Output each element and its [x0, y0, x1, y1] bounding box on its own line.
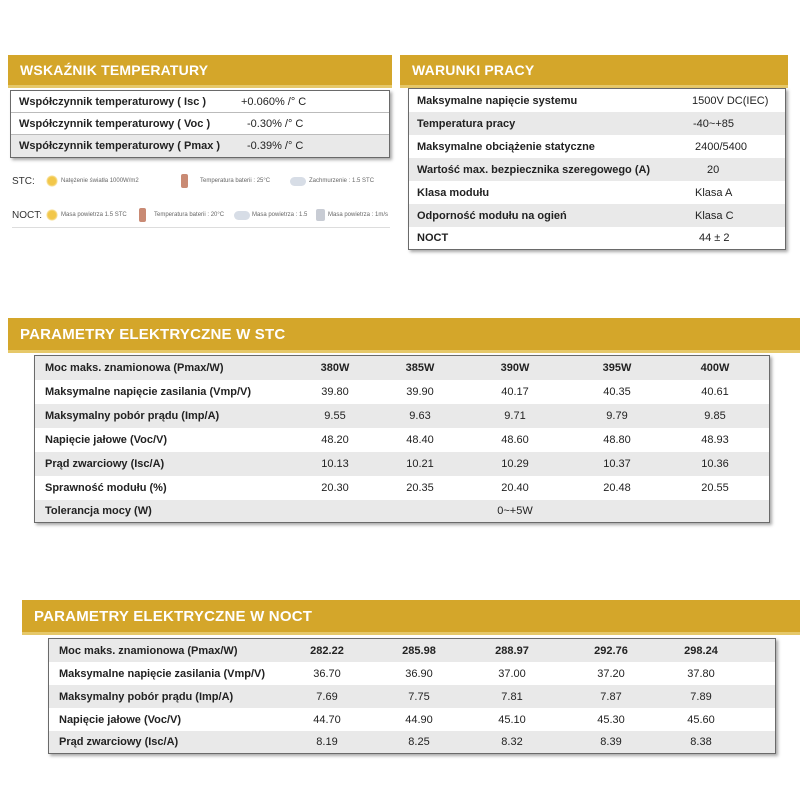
stc-cell: 48.20 — [321, 434, 349, 446]
sun-icon — [46, 209, 58, 221]
stc-row — [35, 476, 769, 500]
stc-cell: 20.35 — [406, 482, 434, 494]
stc-tolerance-row — [35, 500, 769, 522]
noct-cell: 37.80 — [687, 667, 715, 680]
wind-icon — [316, 209, 325, 221]
stc-legend — [12, 172, 392, 190]
stc-row-label: Maksymalny pobór prądu (Imp/A) — [45, 410, 220, 422]
stc-col-header: 390W — [500, 362, 530, 374]
noct-row-label: Maksymalne napięcie zasilania (Vmp/V) — [59, 667, 266, 680]
temperature-section-header — [8, 55, 392, 85]
noct-row — [49, 685, 775, 708]
work-row-label: Temperatura pracy — [417, 117, 516, 130]
noct-row — [49, 731, 775, 753]
work-row — [409, 204, 785, 227]
stc-cell: 10.13 — [321, 458, 349, 470]
noct-cell: 45.60 — [687, 713, 715, 726]
work-row — [409, 181, 785, 204]
work-table — [408, 88, 786, 250]
noct-row — [49, 662, 775, 685]
noct-header-row — [49, 639, 775, 662]
noct-cell: 8.39 — [600, 736, 622, 748]
work-section-header — [400, 55, 788, 85]
cloud-icon — [234, 211, 250, 220]
noct-cell: 8.25 — [408, 736, 430, 748]
work-row-label: Maksymalne napięcie systemu — [417, 94, 578, 107]
noct-cell: 44.90 — [405, 713, 433, 726]
noct-air-mass: Masa powietrza 1.5 STC — [61, 212, 127, 218]
work-row-label: Odporność modułu na ogień — [417, 209, 567, 222]
temperature-row-label: Współczynnik temperaturowy ( Voc ) — [19, 117, 211, 130]
noct-cell: 36.70 — [313, 667, 341, 680]
temperature-row — [11, 91, 389, 113]
stc-cell-temp: Temperatura baterii : 25°C — [200, 178, 271, 184]
stc-row-label: Prąd zwarciowy (Isc/A) — [45, 458, 165, 470]
temperature-row — [11, 135, 389, 157]
work-row-value: 2400/5400 — [695, 140, 747, 153]
work-row-label: Wartość max. bezpiecznika szeregowego (A) — [417, 163, 651, 176]
noct-cell-temp: Temperatura baterii : 20°C — [154, 212, 225, 218]
stc-table — [34, 355, 770, 523]
stc-header-label: Moc maks. znamionowa (Pmax/W) — [45, 362, 224, 374]
stc-irradiance: Natężenie światła 1000W/m2 — [61, 178, 139, 184]
stc-cell: 10.36 — [701, 458, 729, 470]
noct-section-title: PARAMETRY ELEKTRYCZNE W NOCT — [34, 607, 313, 625]
noct-cell: 37.00 — [498, 667, 526, 680]
stc-cell: 48.40 — [406, 434, 434, 446]
work-row-value: Klasa A — [695, 186, 733, 199]
noct-row-label: Napięcie jałowe (Voc/V) — [59, 713, 182, 726]
noct-legend-key: NOCT: — [12, 209, 42, 221]
stc-col-header: 385W — [405, 362, 435, 374]
stc-cell: 20.55 — [701, 482, 729, 494]
cloud-icon — [290, 177, 306, 186]
stc-row — [35, 452, 769, 476]
stc-cell: 10.21 — [406, 458, 434, 470]
work-row-value: 44 ± 2 — [699, 232, 730, 244]
stc-col-header: 400W — [700, 362, 730, 374]
stc-tolerance-value: 0~+5W — [497, 505, 533, 517]
temperature-row-value: -0.30% /° C — [247, 117, 304, 130]
noct-cell: 44.70 — [313, 713, 341, 726]
noct-cell: 8.32 — [501, 736, 523, 748]
noct-col-header: 292.76 — [594, 644, 628, 657]
temperature-row-value: +0.060% /° C — [241, 95, 307, 108]
temperature-section-title: WSKAŹNIK TEMPERATURY — [20, 62, 209, 78]
noct-cloud-mass: Masa powietrza : 1.5 — [252, 212, 308, 218]
work-row-label: Maksymalne obciążenie statyczne — [417, 140, 595, 153]
stc-cell: 48.93 — [701, 434, 729, 446]
stc-cell: 9.79 — [606, 410, 628, 422]
stc-cell: 40.35 — [603, 386, 631, 398]
noct-cell: 36.90 — [405, 667, 433, 680]
noct-col-header: 288.97 — [495, 644, 529, 657]
noct-row — [49, 708, 775, 731]
stc-cell: 40.61 — [701, 386, 729, 398]
temperature-row-value: -0.39% /° C — [247, 140, 304, 152]
stc-cell: 9.71 — [504, 410, 526, 422]
noct-legend — [12, 206, 397, 224]
noct-cell: 7.81 — [501, 690, 523, 703]
stc-cell: 40.17 — [501, 386, 529, 398]
noct-col-header: 285.98 — [402, 644, 436, 657]
stc-cell: 48.80 — [603, 434, 631, 446]
stc-cell: 39.80 — [321, 386, 349, 398]
stc-cell: 10.37 — [603, 458, 631, 470]
noct-col-header: 298.24 — [684, 644, 718, 657]
work-row-value: Klasa C — [695, 209, 734, 222]
temperature-row — [11, 113, 389, 135]
noct-cell: 7.87 — [600, 690, 622, 703]
temperature-header-strip — [8, 85, 392, 88]
stc-cell: 9.55 — [324, 410, 346, 422]
stc-section-title: PARAMETRY ELEKTRYCZNE W STC — [20, 325, 286, 343]
noct-cell: 7.89 — [690, 690, 712, 703]
noct-section-header — [22, 600, 800, 632]
work-row-value: 1500V DC(IEC) — [692, 94, 769, 107]
stc-cell: 10.29 — [501, 458, 529, 470]
stc-cloudiness: Zachmurzenie : 1.5 STC — [309, 178, 375, 184]
work-row-label: Klasa modułu — [417, 186, 490, 199]
stc-row-label: Maksymalne napięcie zasilania (Vmp/V) — [45, 386, 252, 398]
thermometer-icon — [181, 174, 188, 188]
stc-section-header — [8, 318, 800, 350]
stc-cell: 20.30 — [321, 482, 349, 494]
work-row — [409, 135, 785, 158]
sun-icon — [46, 175, 58, 187]
noct-cell: 8.19 — [316, 736, 338, 748]
work-section-title: WARUNKI PRACY — [412, 62, 535, 78]
stc-row — [35, 380, 769, 404]
noct-table — [48, 638, 776, 754]
noct-col-header: 282.22 — [310, 644, 344, 657]
noct-header-strip — [22, 632, 800, 635]
work-row — [409, 89, 785, 112]
temperature-row-label: Współczynnik temperaturowy ( Pmax ) — [19, 140, 221, 152]
noct-cell: 45.30 — [597, 713, 625, 726]
noct-header-label: Moc maks. znamionowa (Pmax/W) — [59, 644, 238, 657]
stc-cell: 39.90 — [406, 386, 434, 398]
thermometer-icon — [139, 208, 146, 222]
noct-cell: 7.75 — [408, 690, 430, 703]
stc-cell: 9.63 — [409, 410, 431, 422]
noct-cell: 45.10 — [498, 713, 526, 726]
temperature-table — [10, 90, 390, 158]
stc-cell: 48.60 — [501, 434, 529, 446]
work-row — [409, 227, 785, 249]
stc-cell: 20.48 — [603, 482, 631, 494]
stc-cell: 20.40 — [501, 482, 529, 494]
stc-row-label: Sprawność modułu (%) — [45, 482, 167, 494]
stc-header-strip — [8, 350, 800, 353]
stc-row — [35, 428, 769, 452]
temperature-row-label: Współczynnik temperaturowy ( Isc ) — [19, 95, 207, 108]
noct-cell: 37.20 — [597, 667, 625, 680]
work-row-value: -40~+85 — [693, 117, 734, 130]
stc-col-header: 380W — [320, 362, 350, 374]
stc-row-label: Napięcie jałowe (Voc/V) — [45, 434, 168, 446]
stc-col-header: 395W — [602, 362, 632, 374]
work-row-label: NOCT — [417, 232, 449, 244]
noct-row-label: Maksymalny pobór prądu (Imp/A) — [59, 690, 234, 703]
stc-cell: 9.85 — [704, 410, 726, 422]
noct-row-label: Prąd zwarciowy (Isc/A) — [59, 736, 179, 748]
noct-wind: Masa powietrza : 1m/s — [328, 212, 389, 218]
work-row-value: 20 — [707, 163, 720, 176]
stc-header-row — [35, 356, 769, 380]
stc-tolerance-label: Tolerancja mocy (W) — [45, 505, 152, 517]
noct-cell: 7.69 — [316, 690, 338, 703]
work-row — [409, 112, 785, 135]
stc-legend-key: STC: — [12, 175, 35, 187]
noct-cell: 8.38 — [690, 736, 712, 748]
stc-row — [35, 404, 769, 428]
divider — [12, 227, 390, 228]
work-row — [409, 158, 785, 181]
